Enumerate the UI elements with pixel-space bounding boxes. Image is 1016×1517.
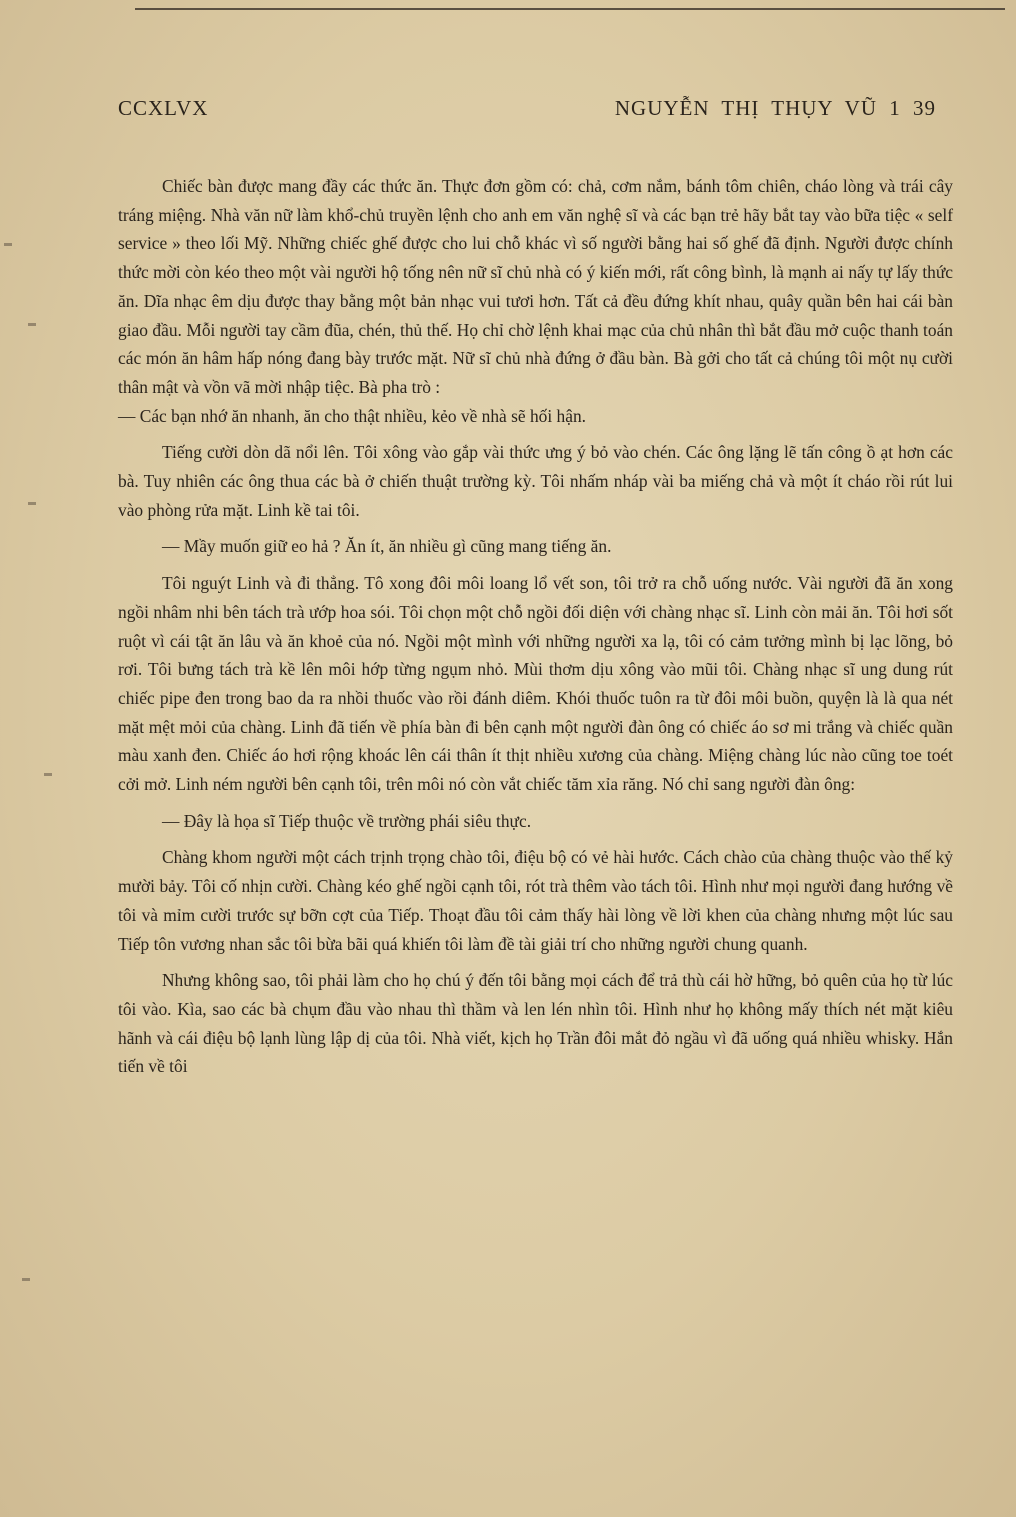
margin-mark (28, 502, 36, 505)
margin-mark (4, 243, 12, 246)
paragraph: Nhưng không sao, tôi phải làm cho họ chú ý đến tôi bằng mọi cách để trả thù cái hờ hững, bỏ quên của họ từ lúc tôi vào. Kìa, sao các bà chụm đầu vào nhau thì thầm và len lén nhìn tôi. Hình như họ không mấy thích nét mặt kiêu hãnh và cái điệu bộ lạnh lùng lập dị của tôi. Nhà viết, kịch họ Trần đôi mắt đỏ ngầu vì đã uống quá nhiều whisky. Hắn tiến về tôi (118, 970, 953, 1077)
dialogue-paragraph: — Mầy muốn giữ eo hả ? Ăn ít, ăn nhiều gì cũng mang tiếng ăn. (162, 536, 612, 557)
running-header (118, 96, 936, 126)
margin-mark (44, 773, 52, 776)
paragraph: Chiếc bàn được mang đầy các thức ăn. Thực đơn gồm có: chả, cơm nắm, bánh tôm chiên, cháo lòng và trái cây tráng miệng. Nhà văn nữ làm khổ-chủ truyền lệnh cho anh em văn nghệ sĩ và các bạn trẻ hãy bắt tay vào bữa tiệc « self service » theo lối Mỹ. Những chiếc ghế được cho lui chỗ khác vì số người bằng hai số ghế đã định. Người được chính thức mời còn kéo theo một vài người hộ tống nên nữ sĩ chủ nhà có ý kiến mới, rất công bình, là mạnh ai nấy tự lấy thức ăn. Dĩa nhạc êm dịu được thay bằng một bản nhạc vui tươi hơn. Tất cả đều đứng khít nhau, quây quần bên hai cái bàn giao đầu. Mỗi người tay cầm đũa, chén, thủ thế. Họ chỉ chờ lệnh khai mạc của chủ nhân thì bắt đầu mở cuộc thanh toán các món ăn hâm hấp nóng đang bày trước mặt. Nữ sĩ chủ nhà đứng ở đầu bàn. Bà gởi cho tất cả chúng tôi một nụ cười thân mật và vồn vã mời nhập tiệc. Bà pha trò : (118, 176, 953, 397)
paragraph: Chàng khom người một cách trịnh trọng chào tôi, điệu bộ có vẻ hài hước. Cách chào của chàng thuộc vào thế kỷ mười bảy. Tôi cố nhịn cười. Chàng kéo ghế ngồi cạnh tôi, rót trà thêm vào tách tôi. Hình như mọi người đang hướng về tôi và mỉm cười trước sự bỡn cợt của Tiếp. Thoạt đầu tôi cảm thấy hài lòng về lời khen của chàng nhưng một lúc sau Tiếp tôn vương nhan sắc tôi bừa bãi quá khiến tôi làm đề tài giải trí cho những người chung quanh. (118, 847, 953, 954)
page-number: 39 (913, 96, 936, 120)
running-title-group (615, 96, 936, 121)
margin-mark (28, 323, 36, 326)
top-edge-line (135, 8, 1005, 10)
running-title: NGUYỄN THỊ THỤY VŨ (614, 96, 877, 120)
dialogue-paragraph: — Các bạn nhớ ăn nhanh, ăn cho thật nhiều, kẻo về nhà sẽ hối hận. (118, 405, 586, 426)
chapter-label: CCXLVX (118, 96, 209, 120)
body-text (118, 172, 953, 1081)
margin-mark (22, 1278, 30, 1281)
paragraph: Tôi nguýt Linh và đi thẳng. Tô xong đôi môi loang lổ vết son, tôi trở ra chỗ uống nước. Vài người đã ăn xong ngồi nhâm nhi bên tách trà ướp hoa sói. Tôi chọn một chỗ ngồi đối diện với chàng nhạc sĩ. Linh còn mải ăn. Tôi hơi sốt ruột vì cái tật ăn lâu và ăn khoẻ của nó. Ngồi một mình với những người xa lạ, tôi có cảm tưởng mình bị lạc lõng, bỏ rơi. Tôi bưng tách trà kề lên môi hớp từng ngụm nhỏ. Mùi thơm dịu xông vào mũi tôi. Chàng nhạc sĩ ung dung rút chiếc pipe đen trong bao da ra nhồi thuốc vào rồi đánh diêm. Khói thuốc tuôn ra từ đôi môi buồn, quyện là là qua nét mặt mệt mỏi của chàng. Linh đã tiến về phía bàn đi bên cạnh một người đàn ông có chiếc áo sơ mi trắng và chiếc quần màu xanh đen. Chiếc áo hơi rộng khoác lên cái thân ít thịt nhiều xương của chàng. Miệng chàng lúc nào cũng toe toét cởi mở. Linh ném người bên cạnh tôi, trên môi nó còn vắt chiếc tăm xỉa răng. Nó chỉ sang người đàn ông: (118, 573, 953, 795)
header-separator: 1 (889, 96, 901, 120)
paragraph: Tiếng cười dòn dã nổi lên. Tôi xông vào gắp vài thức ưng ý bỏ vào chén. Các ông lặng lẽ tấn công ồ ạt hơn các bà. Tuy nhiên các ông thua các bà ở chiến thuật trường kỳ. Tôi nhấm nháp vài ba miếng chả và một ít cháo rồi rút lui vào phòng rửa mặt. Linh kề tai tôi. (118, 442, 953, 520)
dialogue-paragraph: — Đây là họa sĩ Tiếp thuộc về trường phái siêu thực. (162, 810, 532, 831)
